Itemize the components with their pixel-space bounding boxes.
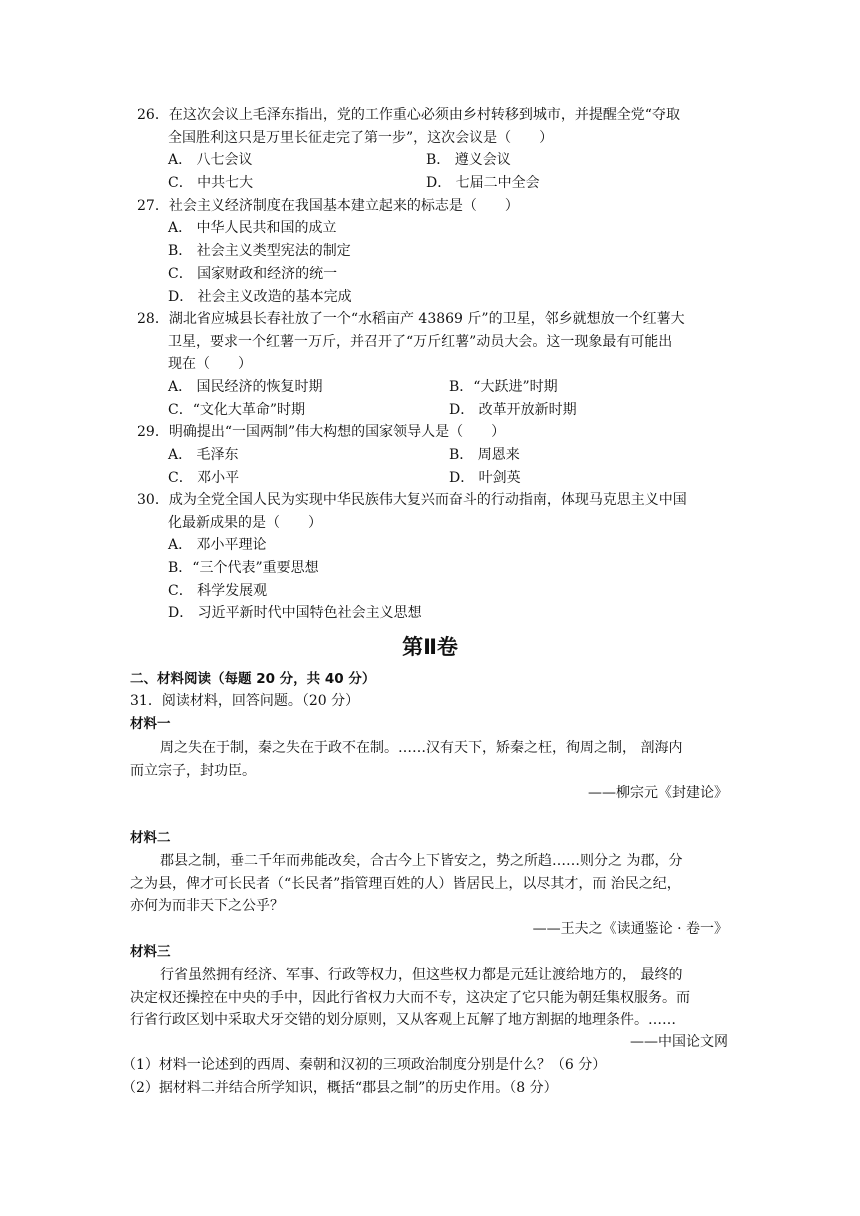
q27-option-a: A． 中华人民共和国的成立 <box>168 220 337 236</box>
q28-stem-line-3: 现在（ ） <box>168 356 252 372</box>
material-2-line-1: 郡县之制，垂二千年而弗能改矣，合古今上下皆安之，势之所趋……则分之 为郡，分 <box>160 853 683 869</box>
material-3-source: ——中国论文网 <box>630 1034 728 1050</box>
q28-option-d: D． 改革开放新时期 <box>449 402 577 418</box>
q27-option-c: C． 国家财政和经济的统一 <box>168 266 338 282</box>
q30-option-a: A． 邓小平理论 <box>168 537 267 553</box>
material-2-source: ——王夫之《读通鉴论 · 卷一》 <box>532 921 728 937</box>
sub-question-1: （1）材料一论述到的西周、秦朝和汉初的三项政治制度分别是什么？（6 分） <box>122 1057 607 1073</box>
q28-option-c: C．“文化大革命”时期 <box>168 402 306 418</box>
q30-stem-line-2: 化最新成果的是（ ） <box>168 515 322 531</box>
q26-option-c: C． 中共七大 <box>168 175 254 191</box>
q29-option-d: D． 叶剑英 <box>449 470 521 486</box>
material-2-line-3: 亦何为而非天下之公乎？ <box>130 898 284 914</box>
q26-option-a: A． 八七会议 <box>168 152 253 168</box>
q28-stem-line-1: 28．湖北省应城县长春社放了一个“水稻亩产 43869 斤”的卫星，邻乡就想放一个红薯大 <box>137 311 685 327</box>
q29-stem-line-1: 29．明确提出“一国两制”伟大构想的国家领导人是（ ） <box>137 424 506 440</box>
volume-title: 第Ⅱ卷 <box>402 635 458 659</box>
material-1-line-2: 而立宗子，封功臣。 <box>130 763 256 779</box>
q27-option-d: D． 社会主义改造的基本完成 <box>168 289 352 305</box>
q29-option-b: B． 周恩来 <box>449 447 520 463</box>
sub-question-2: （2）据材料二并结合所学知识，概括“郡县之制”的历史作用。（8 分） <box>122 1080 558 1096</box>
q27-stem-line-1: 27．社会主义经济制度在我国基本建立起来的标志是（ ） <box>137 198 519 214</box>
q30-option-c: C． 科学发展观 <box>168 583 268 599</box>
q28-option-b: B．“大跃进”时期 <box>449 379 558 395</box>
material-3-line-2: 决定权还操控在中央的手中，因此行省权力大而不专，这决定了它只能为朝廷集权服务。而 <box>130 990 690 1006</box>
q26-option-d: D． 七届二中全会 <box>426 175 540 191</box>
q29-option-c: C． 邓小平 <box>168 470 240 486</box>
q26-stem-line-2: 全国胜利这只是万里长征走完了第一步”，这次会议是（ ） <box>168 130 554 146</box>
q28-option-a: A． 国民经济的恢复时期 <box>168 379 323 395</box>
material-2-label: 材料二 <box>130 830 171 846</box>
material-2-line-2: 之为县，俾才可长民者（“长民者”指管理百姓的人）皆居民上，以尽其才，而 治民之纪， <box>130 876 681 892</box>
q30-option-b: B．“三个代表”重要思想 <box>168 560 319 576</box>
material-3-line-3: 行省行政区划中采取犬牙交错的划分原则，又从客观上瓦解了地方割据的地理条件。…… <box>130 1012 676 1028</box>
q26-stem-line-1: 26．在这次会议上毛泽东指出，党的工作重心必须由乡村转移到城市，并提醒全党“夺取 <box>137 107 680 123</box>
q31-intro: 31．阅读材料，回答问题。（20 分） <box>130 693 360 709</box>
q30-stem-line-1: 30．成为全党全国人民为实现中华民族伟大复兴而奋斗的行动指南，体现马克思主义中国 <box>137 492 687 508</box>
q30-option-d: D． 习近平新时代中国特色社会主义思想 <box>168 605 422 621</box>
material-3-label: 材料三 <box>130 944 171 960</box>
material-3-line-1: 行省虽然拥有经济、军事、行政等权力，但这些权力都是元廷让渡给地方的， 最终的 <box>160 967 683 983</box>
q27-option-b: B． 社会主义类型宪法的制定 <box>168 243 351 259</box>
material-1-line-1: 周之失在于制，秦之失在于政不在制。……汉有天下，矫秦之枉，徇周之制， 剖海内 <box>160 740 683 756</box>
q26-option-b: B． 遵义会议 <box>426 152 511 168</box>
q28-stem-line-2: 卫星，要求一个红薯一万斤，并召开了“万斤红薯”动员大会。这一现象最有可能出 <box>168 334 673 350</box>
section-heading: 二、材料阅读（每题 20 分，共 40 分） <box>130 671 376 687</box>
material-1-source: ——柳宗元《封建论》 <box>588 785 728 801</box>
material-1-label: 材料一 <box>130 716 171 732</box>
q29-option-a: A． 毛泽东 <box>168 447 239 463</box>
